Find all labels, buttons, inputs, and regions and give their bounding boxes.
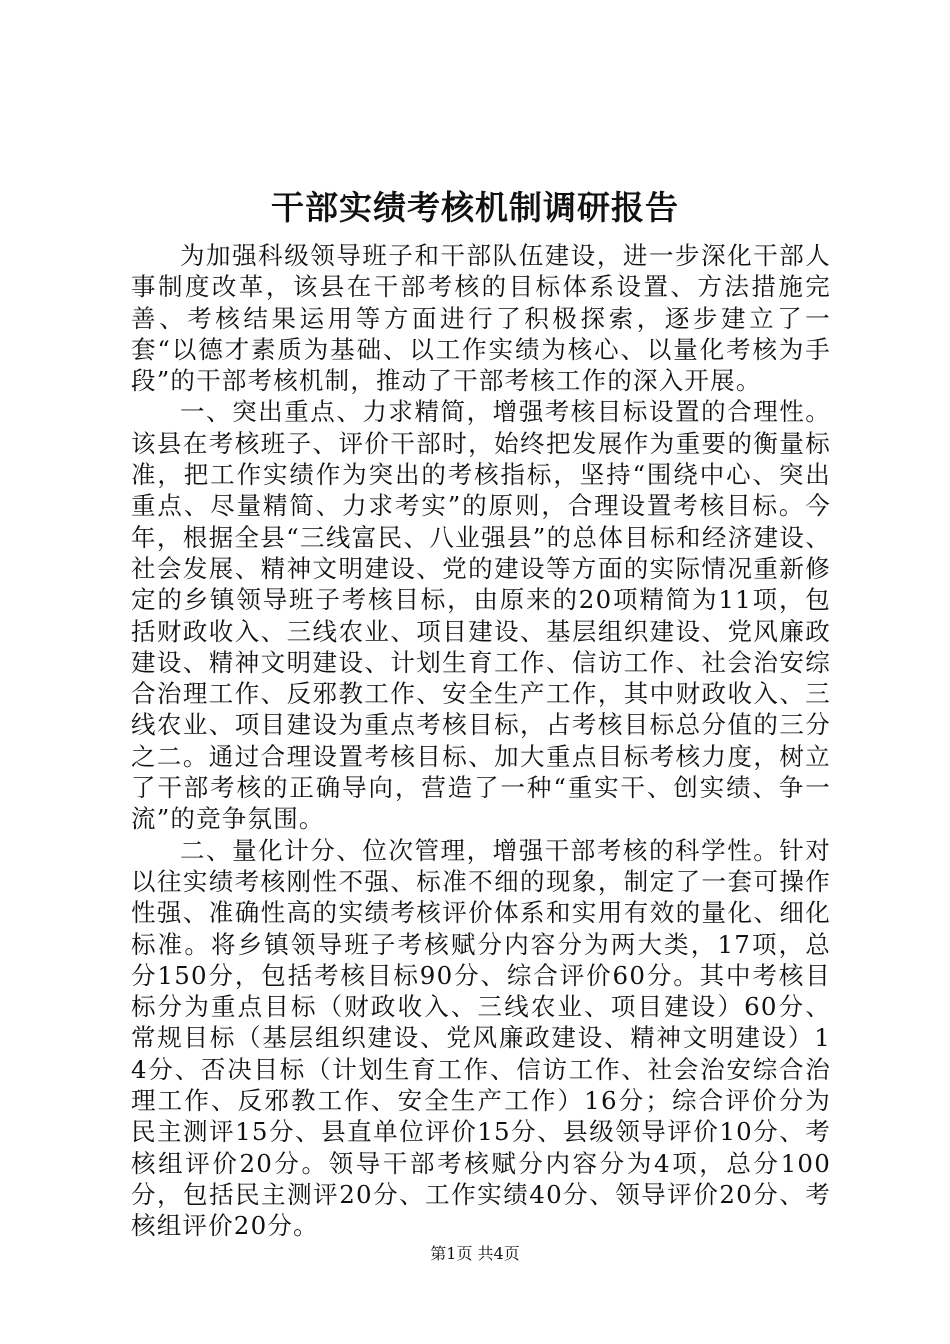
document-title: 干部实绩考核机制调研报告 (271, 188, 679, 227)
page-number-footer: 第1页 共4页 (430, 1244, 520, 1263)
paragraph-intro: 为加强科级领导班子和干部队伍建设，进一步深化干部人事制度改革，该县在干部考核的目标体系设置、方法措施完善、考核结果运用等方面进行了积极探索，逐步建立了一套“以德才素质为基础、以工作实绩为核心、以量化考核为手段”的干部考核机制，推动了干部考核工作的深入开展。 (131, 241, 831, 396)
paragraph-section-two: 二、量化计分、位次管理，增强干部考核的科学性。针对以往实绩考核刚性不强、标准不细的现象，制定了一套可操作性强、准确性高的实绩考核评价体系和实用有效的量化、细化标准。将乡镇领导班子考核赋分内容分为两大类，17项，总分150分，包括考核目标90分、综合评价60分。其中考核目标分为重点目标（财政收入、三线农业、项目建设）60分、常规目标（基层组织建设、党风廉政建设、精神文明建设）14分、否决目标（计划生育工作、信访工作、社会治安综合治理工作、反邪教工作、安全生产工作）16分；综合评价分为民主测评15分、县直单位评价15分、县级领导评价10分、考核组评价20分。领导干部考核赋分内容分为4项，总分100分，包括民主测评20分、工作实绩40分、领导评价20分、考核组评价20分。 (131, 835, 831, 1241)
paragraph-section-one: 一、突出重点、力求精简，增强考核目标设置的合理性。该县在考核班子、评价干部时，始终把发展作为重要的衡量标准，把工作实绩作为突出的考核指标，坚持“围绕中心、突出重点、尽量精简、力求考实”的原则，合理设置考核目标。今年，根据全县“三线富民、八业强县”的总体目标和经济建设、社会发展、精神文明建设、党的建设等方面的实际情况重新修定的乡镇领导班子考核目标，由原来的20项精简为11项，包括财政收入、三线农业、项目建设、基层组织建设、党风廉政建设、精神文明建设、计划生育工作、信访工作、社会治安综合治理工作、反邪教工作、安全生产工作，其中财政收入、三线农业、项目建设为重点考核目标，占考核目标总分值的三分之二。通过合理设置考核目标、加大重点目标考核力度，树立了干部考核的正确导向，营造了一种“重实干、创实绩、争一流”的竞争氛围。 (131, 397, 831, 834)
document-body (131, 240, 831, 1242)
